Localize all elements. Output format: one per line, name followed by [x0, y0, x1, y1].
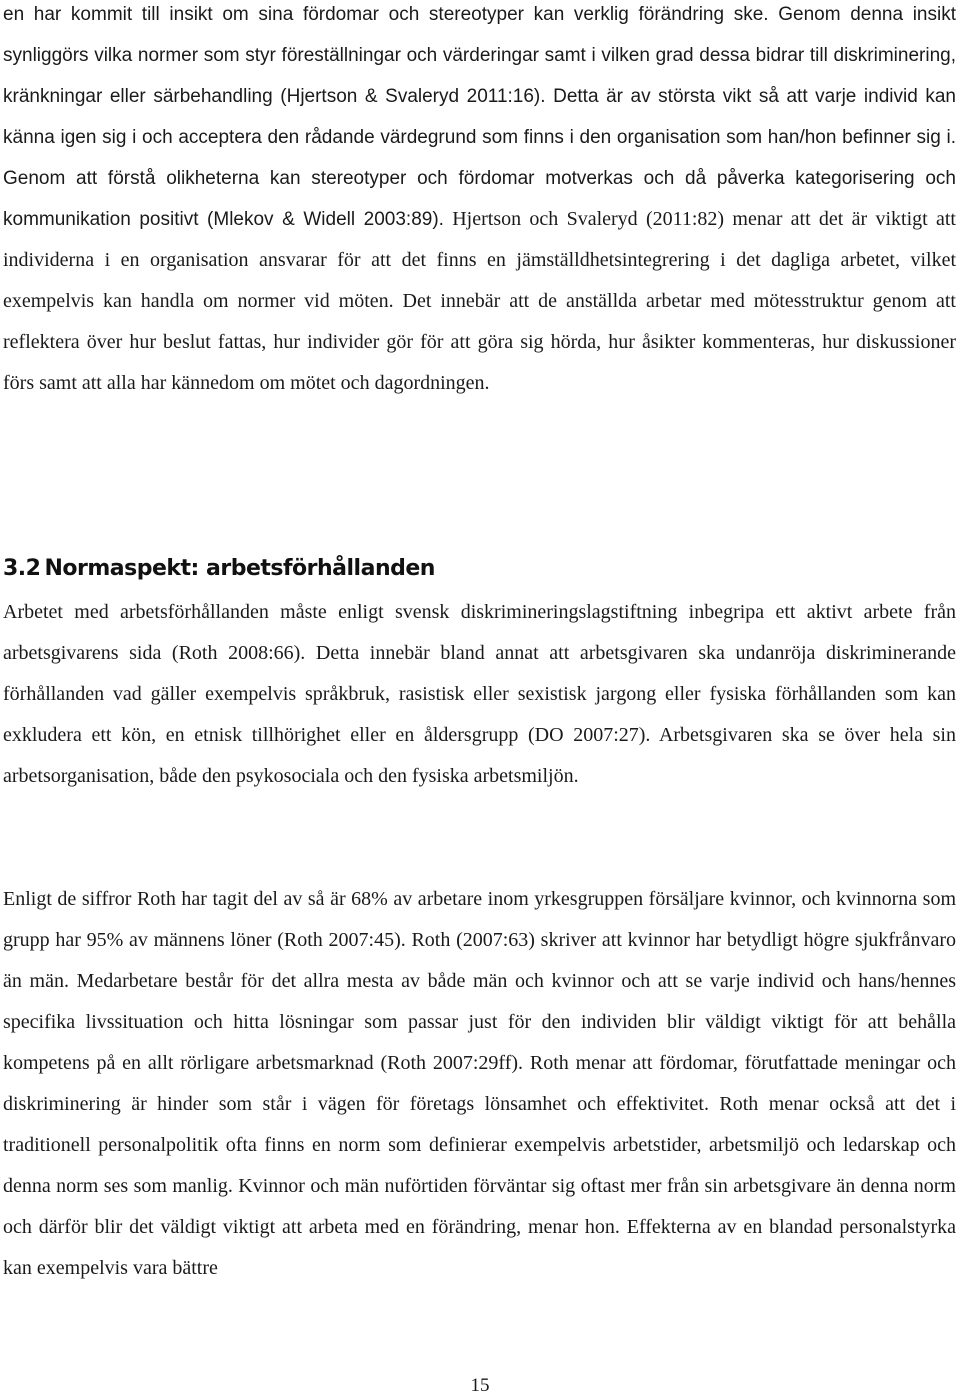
section-title: Normaspekt: arbetsförhållanden [44, 556, 435, 581]
body-paragraph: Arbetet med arbetsförhållanden måste enligt svensk diskrimineringslagstiftning inbegripa ett aktivt arbete från arbetsgivarens sida (Roth 2008:66). Detta innebär bland annat att arbetsgivaren ska undanröja diskriminerande förhållanden vad gäller exempelvis språkbruk, rasistisk eller sexistisk jargong eller fysiska förhållanden som kan exkludera ett kön, en etnisk tillhörighet eller en åldersgrupp (DO 2007:27). Arbetsgivaren ska se över hela sin arbetsorganisation, både den psykosociala och den fysiska arbetsmiljön. [3, 601, 956, 787]
page-number: 15 [470, 1375, 490, 1396]
body-paragraph: Enligt de siffror Roth har tagit del av så är 68% av arbetare inom yrkesgruppen försäljare kvinnor, och kvinnorna som grupp har 95% av männens löner (Roth 2007:45). Roth (2007:63) skriver att kvinnor har betydligt högre sjukfrånvaro än män. Medarbetare består för det allra mesta av både män och kvinnor och att se varje individ och hans/hennes specifika livssituation och hitta lösningar som passar just för den individen blir väldigt viktigt för att behålla kompetens på en allt rörligare arbetsmarknad (Roth 2007:29ff). Roth menar att fördomar, förutfattade meningar och diskriminering är hinder som står i vägen för företags lönsamhet och effektivitet. Roth menar också att det i traditionell personalpolitik ofta finns en norm som definierar exempelvis arbetstider, arbetsmiljö och ledarskap och denna norm ses som manlig. Kvinnor och män nuförtiden förväntar sig oftast mer från sin arbetsgivare än denna norm och därför blir det väldigt viktigt att arbeta med en förändring, menar hon. Effekterna av en blandad personalstyrka kan exempelvis vara bättre [3, 888, 956, 1279]
paragraph-text-part: en har kommit till insikt om sina fördomar och stereotyper kan verklig förändring ske. Genom denna insikt synliggörs vilka normer som styr föreställningar och värderingar samt i vilken grad dessa bidrar till diskriminering, kränkningar eller särbehandling (Hjertson & Svaleryd 2011:16). Detta är av största vikt så att varje individ kan känna igen sig i och acceptera den rådande värdegrund som finns i den organisation som han/hon befinner sig i. Genom att förstå olikheterna kan stereotyper och fördomar motverkas och då påverka kategorisering och kommunikation positivt (Mlekov & Widell 2003:89). [3, 4, 956, 230]
section-number: 3.2 [3, 556, 41, 581]
section-heading [3, 556, 435, 581]
paragraph-text-part: Hjertson och Svaleryd (2011:82) menar att det är viktigt att individerna i en organisation ansvarar för att det finns en jämställdhetsintegrering i det dagliga arbetet, vilket exempelvis kan handla om normer vid möten. Det innebär att de anställda arbetar med mötesstruktur genom att reflektera över hur beslut fattas, hur individer gör för att göra sig hörda, hur åsikter kommenteras, hur diskussioner förs samt att alla har kännedom om mötet och dagordningen. [3, 208, 956, 394]
body-paragraph [3, 0, 956, 404]
